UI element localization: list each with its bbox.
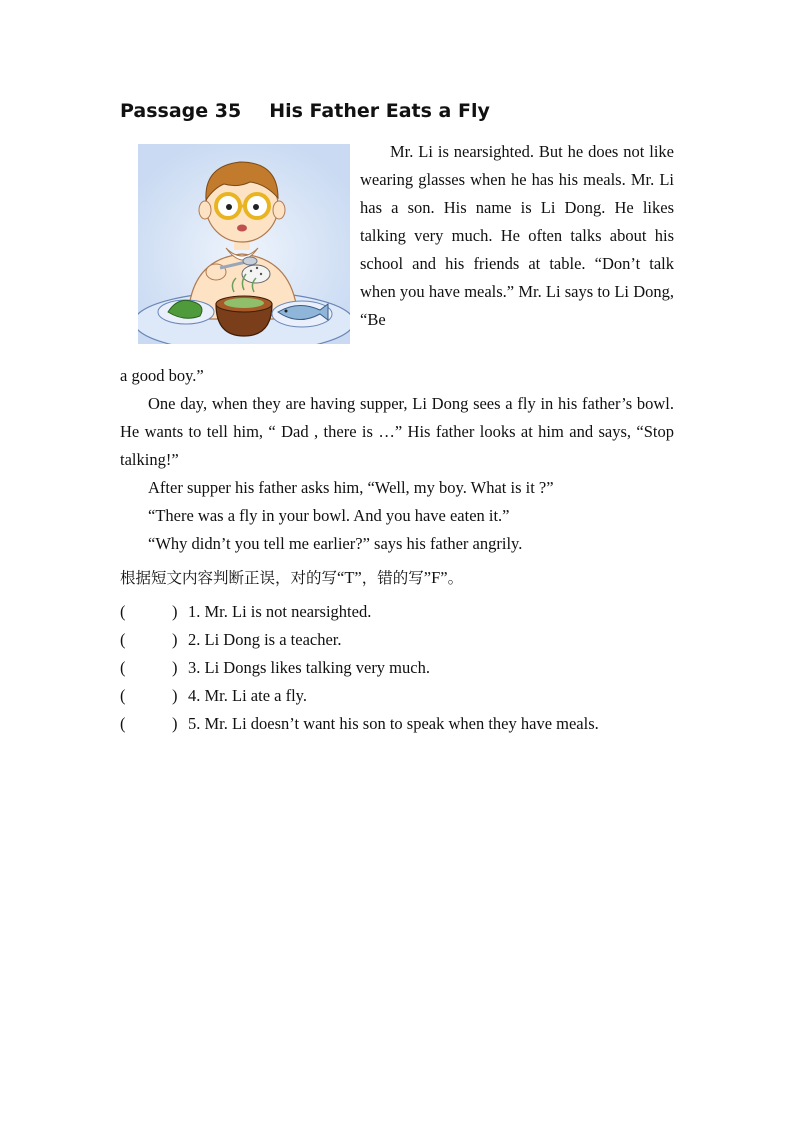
question-item <box>120 654 720 682</box>
question-item <box>120 626 720 654</box>
passage-heading <box>120 100 490 122</box>
passage-title: His Father Eats a Fly <box>269 100 490 122</box>
intro-text: Mr. Li is nearsighted. But he does not like wearing glasses when he has his meals. Mr. Li has a son. His name is Li Dong. He likes talking very much. He often talks about his school and his friends at table. “Don’t talk when you have meals.” Mr. Li says to Li Dong, “Be <box>360 142 674 329</box>
intro-paragraph <box>360 138 674 334</box>
answer-blank-open[interactable]: ( <box>120 630 126 649</box>
story-paragraph-4: “Why didn’t you tell me earlier?” says his father angrily. <box>148 534 523 553</box>
question-text: 5. Mr. Li doesn’t want his son to speak when they have meals. <box>188 714 599 733</box>
story-body <box>120 362 674 558</box>
answer-blank-close: ) <box>172 686 178 705</box>
question-text: 3. Li Dongs likes talking very much. <box>188 658 430 677</box>
answer-blank-open[interactable]: ( <box>120 714 126 733</box>
question-text: 2. Li Dong is a teacher. <box>188 630 342 649</box>
question-text: 4. Mr. Li ate a fly. <box>188 686 307 705</box>
answer-blank-close: ) <box>172 714 178 733</box>
question-item <box>120 710 720 738</box>
question-text: 1. Mr. Li is not nearsighted. <box>188 602 372 621</box>
question-item <box>120 598 720 626</box>
true-false-questions <box>120 598 720 738</box>
answer-blank-close: ) <box>172 630 178 649</box>
answer-blank-close: ) <box>172 602 178 621</box>
story-paragraph-1: One day, when they are having supper, Li Dong sees a fly in his father’s bowl. He wants to tell him, “ Dad , there is …” His father looks at him and says, “Stop talking!” <box>120 394 674 469</box>
answer-blank-open[interactable]: ( <box>120 602 126 621</box>
story-paragraph-3: “There was a fly in your bowl. And you have eaten it.” <box>148 506 510 525</box>
question-item <box>120 682 720 710</box>
intro-paragraph-end: a good boy.” <box>120 366 204 385</box>
story-paragraph-2: After supper his father asks him, “Well, my boy. What is it ?” <box>148 478 554 497</box>
answer-blank-open[interactable]: ( <box>120 658 126 677</box>
answer-blank-close: ) <box>172 658 178 677</box>
question-instruction: 根据短文内容判断正误，对的写“T”，错的写”F”。 <box>120 568 464 587</box>
answer-blank-open[interactable]: ( <box>120 686 126 705</box>
passage-label: Passage 35 <box>120 100 242 122</box>
boy-eating-meal-illustration <box>138 144 350 344</box>
